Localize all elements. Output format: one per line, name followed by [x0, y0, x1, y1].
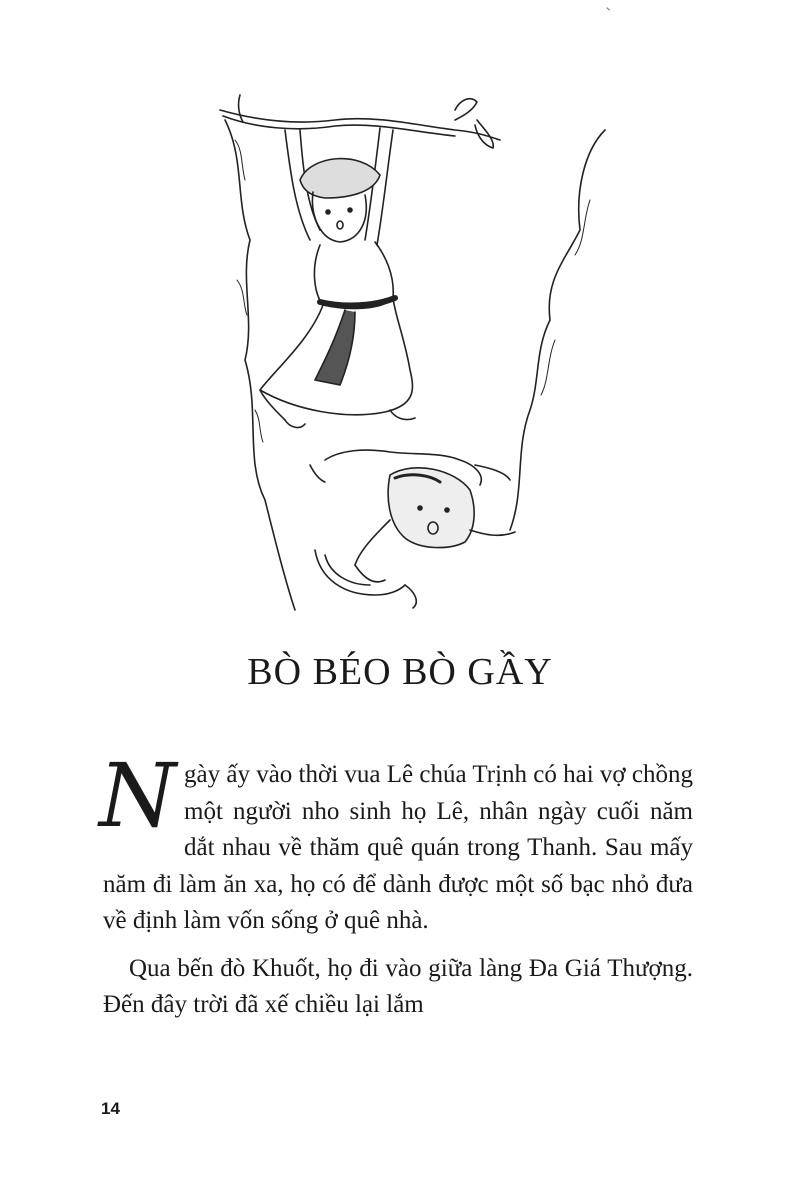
story-text: [99, 744, 693, 1024]
page-number: 14: [101, 1099, 120, 1118]
paragraph-1-text: gày ấy vào thời vua Lê chúa Trịnh có hai vợ chồng một người nho sinh họ Lê, nhân ngày cuối năm dắt nhau về thăm quê quán trong Thanh. Sau mấy năm đi làm ăn xa, họ có để dành được một số bạc nhỏ đưa về định làm vốn sống ở quê nhà.: [103, 761, 693, 934]
paragraph-1: [99, 744, 693, 940]
drop-cap: N: [99, 744, 176, 847]
story-illustration: [215, 80, 615, 620]
scan-mark: [604, 7, 610, 13]
story-title: BÒ BÉO BÒ GẦY: [247, 651, 553, 693]
paragraph-2: Qua bến đò Khuốt, họ đi vào giữa làng Đa Giá Thượng. Đến đây trời đã xế chiều lại lắm: [103, 954, 693, 1018]
